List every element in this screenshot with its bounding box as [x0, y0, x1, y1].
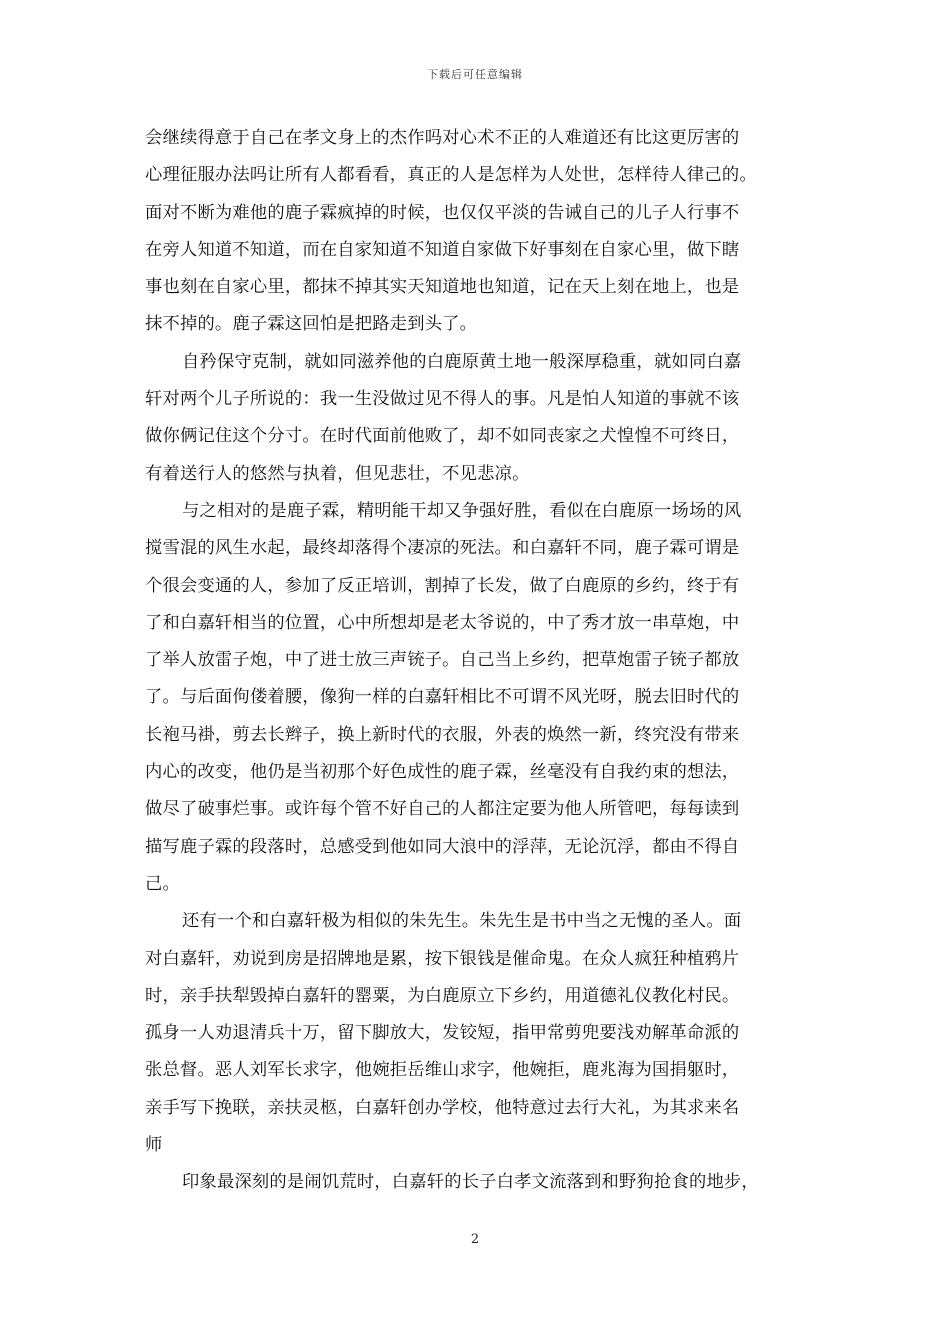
- text-line: 个很会变通的人，参加了反正培训，割掉了长发，做了白鹿原的乡约，终于有: [145, 575, 740, 596]
- text-line: 在旁人知道不知道，而在自家知道不知道自家做下好事刻在自家心里，做下瞎: [145, 239, 740, 260]
- text-line: 孤身一人劝退清兵十万，留下脚放大，发铰短，指甲常剪兜要浅劝解革命派的: [145, 1023, 740, 1044]
- text-line: 了和白嘉轩相当的位置，心中所想却是老太爷说的，中了秀才放一串草炮，中: [145, 612, 740, 633]
- text-line: 己。: [145, 873, 180, 894]
- text-line: 了。与后面佝偻着腰，像狗一样的白嘉轩相比不可谓不风光呀，脱去旧时代的: [145, 687, 740, 708]
- text-line: 轩对两个儿子所说的：我一生没做过见不得人的事。凡是怕人知道的事就不该: [145, 389, 740, 410]
- text-line: 会继续得意于自己在孝文身上的杰作吗对心术不正的人难道还有比这更厉害的: [145, 128, 740, 148]
- text-line: 张总督。恶人刘军长求字，他婉拒岳维山求字，他婉拒，鹿兆海为国捐躯时，: [145, 1060, 740, 1081]
- text-line: 了举人放雷子炮，中了进士放三声铳子。自己当上乡约，把草炮雷子铳子都放: [145, 650, 740, 671]
- text-line: 事也刻在自家心里，都抹不掉其实天知道地也知道，记在天上刻在地上，也是: [145, 277, 740, 298]
- text-line: 面对不断为难他的鹿子霖疯掉的时候，也仅仅平淡的告诫自己的儿子人行事不: [145, 202, 740, 223]
- text-line: 师: [145, 1135, 163, 1156]
- text-line: 长袍马褂，剪去长辫子，换上新时代的衣服，外表的焕然一新，终究没有带来: [145, 724, 740, 745]
- paragraph-first-line: 印象最深刻的是闹饥荒时，白嘉轩的长子白孝文流落到和野狗抢食的地步，: [182, 1172, 759, 1193]
- text-line: 抹不掉的。鹿子霖这回怕是把路走到头了。: [145, 314, 478, 335]
- text-line: 搅雪混的风生水起，最终却落得个凄凉的死法。和白嘉轩不同，鹿子霖可谓是: [145, 538, 740, 559]
- text-line: 有着送行人的悠然与执着，但见悲壮，不见悲凉。: [145, 463, 530, 484]
- text-line: 做你俩记住这个分寸。在时代面前他败了，却不如同丧家之犬惶惶不可终日，: [145, 426, 740, 447]
- paragraph-first-line: 自矜保守克制，就如同滋养他的白鹿原黄土地一般深厚稳重，就如同白嘉: [182, 351, 742, 372]
- text-line: 时，亲手扶犁毁掉白嘉轩的罂粟，为白鹿原立下乡约，用道德礼仪教化村民。: [145, 985, 740, 1006]
- text-line: 做尽了破事烂事。或许每个管不好自己的人都注定要为他人所管吧，每每读到: [145, 799, 740, 820]
- text-line: 亲手写下挽联，亲扶灵柩，白嘉轩创办学校，他特意过去行大礼，为其求来名: [145, 1097, 740, 1118]
- text-line: 对白嘉轩，劝说到房是招牌地是累，按下银钱是催命鬼。在众人疯狂种植鸦片: [145, 948, 740, 969]
- document-body: [145, 120, 807, 1202]
- paragraph-first-line: 与之相对的是鹿子霖，精明能干却又争强好胜，看似在白鹿原一场场的风: [182, 500, 742, 521]
- page-number: 2: [470, 1232, 480, 1247]
- text-line: 心理征服办法吗让所有人都看看，真正的人是怎样为人处世，怎样待人律己的。: [145, 165, 757, 186]
- paragraph-first-line: 还有一个和白嘉轩极为相似的朱先生。朱先生是书中当之无愧的圣人。面: [182, 911, 742, 932]
- text-line: 内心的改变，他仍是当初那个好色成性的鹿子霖，丝毫没有自我约束的想法，: [145, 762, 740, 783]
- text-line: 描写鹿子霖的段落时，总感受到他如同大浪中的浮萍，无论沉浮，都由不得自: [145, 836, 740, 857]
- page-header-note: 下载后可任意编辑: [427, 68, 523, 81]
